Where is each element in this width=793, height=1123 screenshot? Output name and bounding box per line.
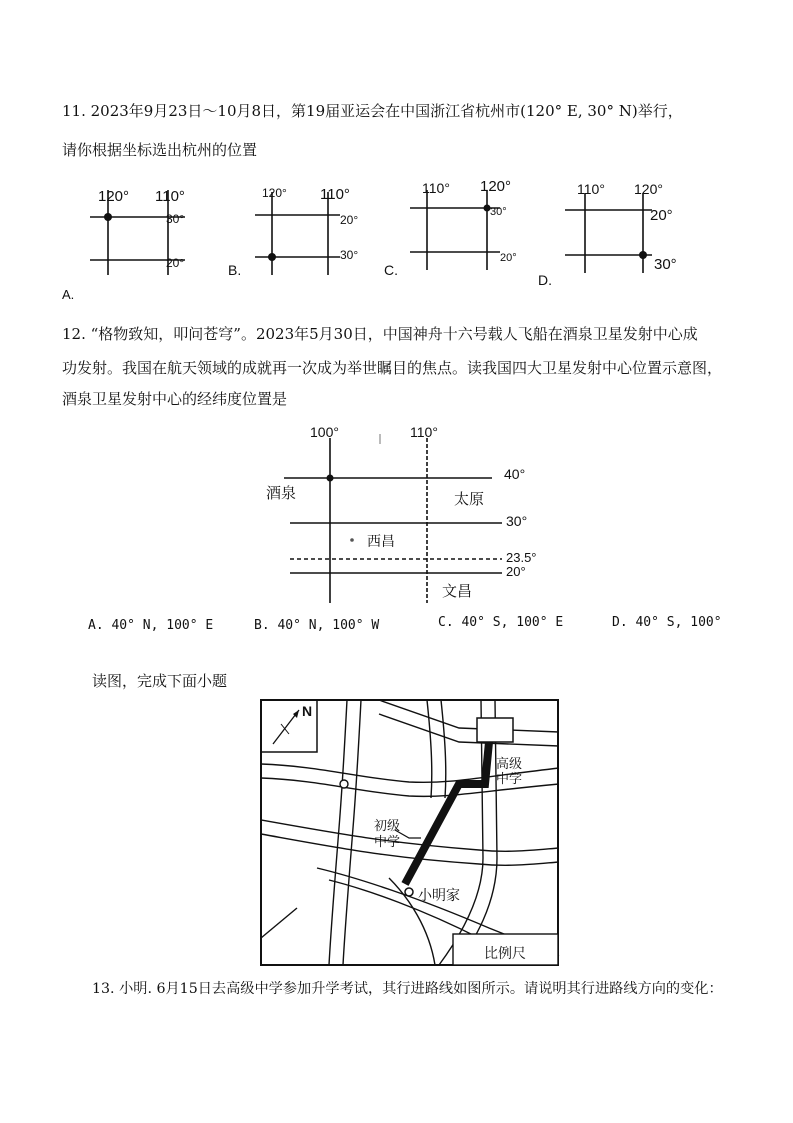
q11-d-right-lower: 30°	[654, 256, 677, 273]
q12-line-2: 功发射。我国在航天领域的成就再一次成为举世瞩目的焦点。读我国四大卫星发射中心位置示意图，	[62, 359, 723, 377]
q12-line-3: 酒泉卫星发射中心的经纬度位置是	[62, 390, 288, 408]
q12-line-1: 12. “格物致知，叩问苍穹”。2023年5月30日，中国神舟十六号载人飞船在酒泉卫星发射中心成	[62, 325, 698, 343]
q11-d-letter[interactable]: D.	[538, 272, 552, 288]
q11-a-top-right: 110°	[155, 188, 185, 205]
q11-b-dot	[268, 253, 276, 261]
scale-label: 比例尺	[484, 945, 526, 961]
q11-c-letter[interactable]: C.	[384, 262, 398, 278]
map-lat-20: 20°	[506, 564, 526, 579]
q11-a-top-left: 120°	[98, 188, 130, 205]
home-label: 小明家	[418, 887, 460, 903]
map-taiyuan: 太原	[454, 491, 485, 508]
q12-option-a[interactable]: A. 40° N, 100° E	[88, 618, 214, 633]
q11-d-top-right: 120°	[634, 181, 663, 197]
q12-option-c[interactable]: C. 40° S, 100° E	[438, 615, 564, 630]
map-lon-100: 100°	[310, 424, 339, 440]
q11-line-2: 请你根据坐标选出杭州的位置	[62, 141, 258, 159]
home-marker	[405, 888, 413, 896]
junior-school-label-1: 初级	[374, 818, 401, 833]
map-wenchang: 文昌	[442, 583, 473, 600]
map-lon-110: 110°	[410, 424, 438, 440]
map-lat-30: 30°	[506, 513, 528, 529]
q11-d-dot	[639, 251, 647, 259]
junior-school-label-2: 中学	[374, 834, 401, 849]
q11-a-right-upper: 30°	[166, 212, 185, 226]
q11-b-letter[interactable]: B.	[228, 262, 242, 278]
north-label: N	[302, 703, 313, 719]
q11-a-letter[interactable]: A.	[62, 287, 75, 302]
q12-option-d[interactable]: D. 40° S, 100°	[612, 615, 722, 630]
q11-c-right-upper: 30°	[490, 206, 507, 218]
q11-c-right-lower: 20°	[500, 252, 517, 264]
q12-option-b[interactable]: B. 40° N, 100° W	[254, 618, 380, 633]
q11-b-right-lower: 30°	[340, 248, 359, 262]
map-lat-23-5: 23.5°	[506, 550, 537, 565]
senior-school-label-2: 中学	[496, 771, 523, 786]
xichang-dot	[350, 538, 354, 542]
q11-b-right-upper: 20°	[340, 213, 359, 227]
q13-line-1: 13. 小明. 6月15日去高级中学参加升学考试，其行进路线如图所示。请说明其行进路线方向的变化：	[92, 981, 723, 997]
q11-c-top-right: 120°	[480, 178, 512, 195]
intro-text: 读图，完成下面小题	[92, 672, 228, 690]
q11-a-right-lower: 20°	[166, 256, 185, 270]
map-jiuquan: 酒泉	[266, 485, 297, 502]
q11-line-1: 11. 2023年9月23日～10月8日，第19届亚运会在中国浙江省杭州市(120° E, 30° N)举行，	[62, 102, 683, 120]
q11-b-top-right: 110°	[320, 186, 350, 203]
jiuquan-dot	[327, 475, 334, 482]
q11-a-dot	[104, 213, 112, 221]
q11-c-top-left: 110°	[422, 180, 450, 196]
map-lat-40: 40°	[504, 466, 526, 482]
q11-d-top-left: 110°	[577, 181, 605, 197]
map-xichang: 西昌	[367, 533, 395, 549]
street-map	[259, 698, 561, 968]
senior-school-label-1: 高级	[496, 756, 523, 771]
q11-b-top-left: 120°	[262, 186, 287, 200]
q11-d-right-upper: 20°	[650, 207, 673, 224]
